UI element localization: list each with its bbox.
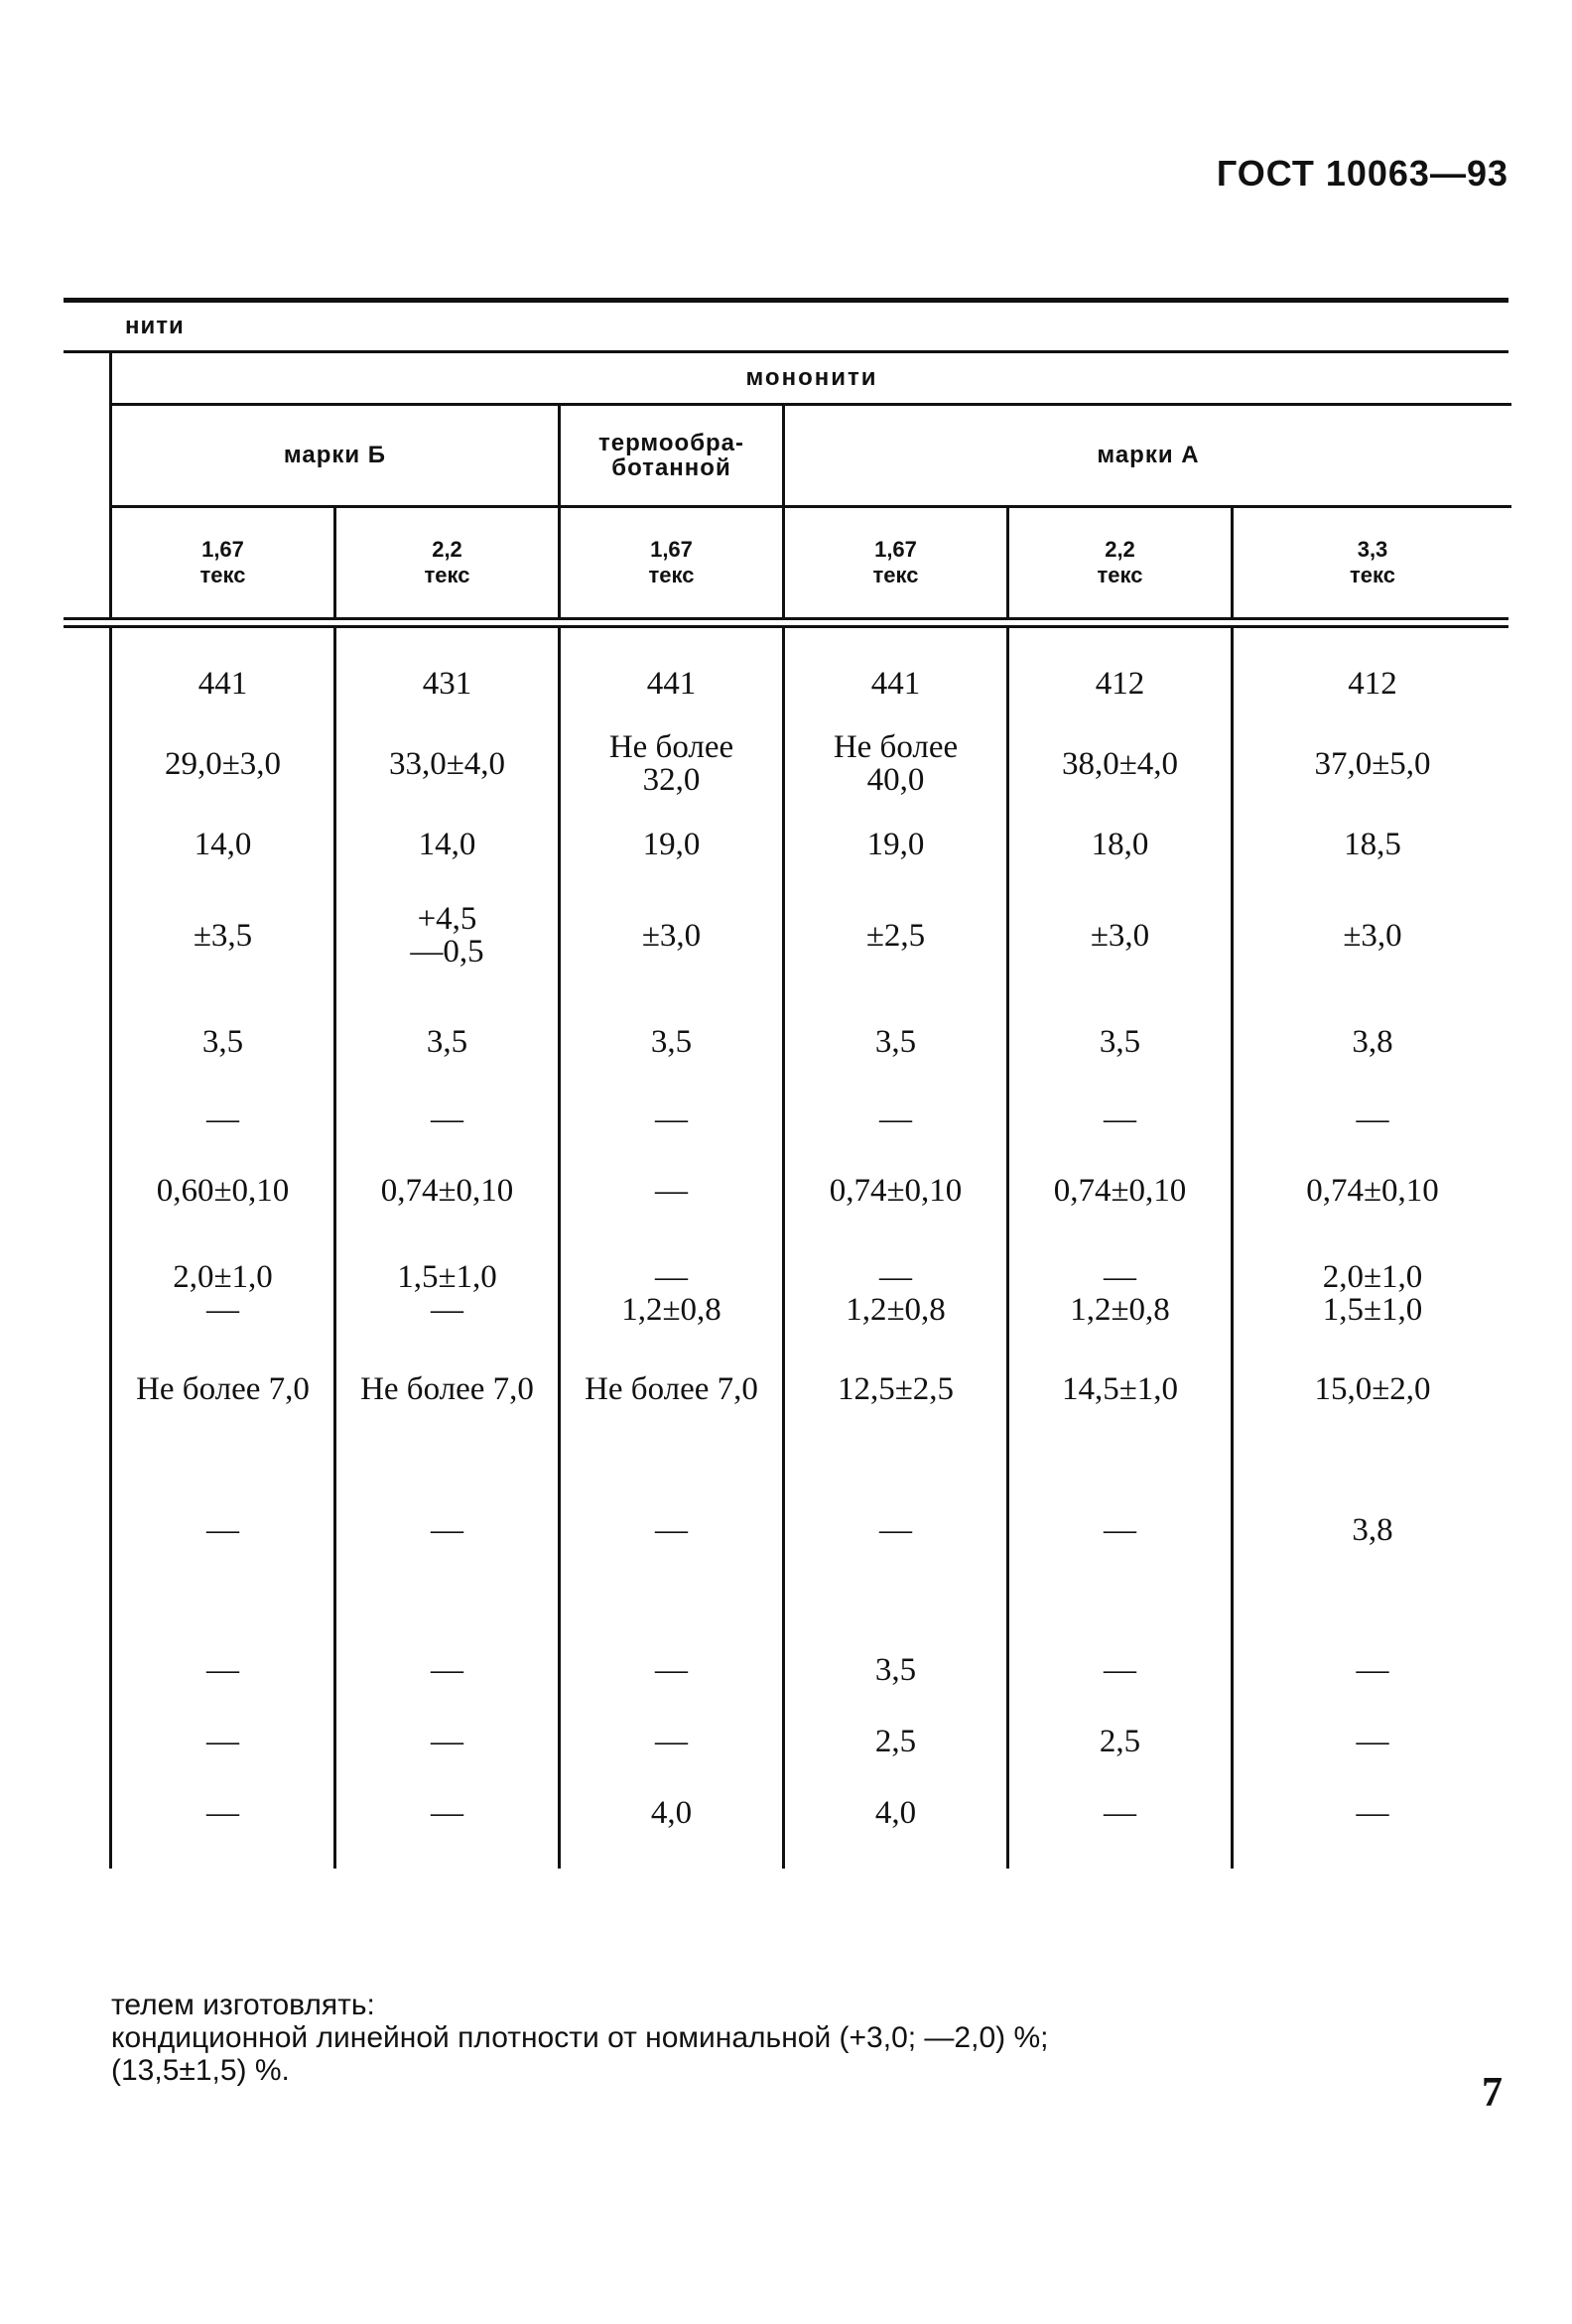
column-header: 1,67 текс — [561, 508, 785, 617]
table-cell: 441 — [197, 665, 248, 702]
table-cell: 4,0 — [650, 1794, 693, 1831]
table-cell: 2,0±1,0 — — [173, 1259, 273, 1328]
table-cell: 29,0±3,0 — [164, 745, 282, 782]
table-cell: 18,5 — [1344, 826, 1401, 862]
column-header: 3,3 текс — [1350, 536, 1395, 587]
table-cell: — 1,2±0,8 — [1070, 1259, 1170, 1328]
table-cell: 441 — [646, 665, 697, 702]
table-cell: 3,8 — [1352, 1511, 1393, 1548]
table-cell: 412 — [1095, 665, 1145, 702]
table-cell: 19,0 — [866, 826, 925, 862]
table-cell: — — [879, 1100, 912, 1137]
footnote-line: (13,5±1,5) %. — [111, 2054, 290, 2087]
data-column — [561, 628, 785, 1869]
table-cell: ±2,5 — [865, 917, 926, 954]
page-number: 7 — [1482, 2070, 1503, 2116]
table-cell: 37,0±5,0 — [1314, 745, 1431, 782]
table-cell: ±3,0 — [641, 917, 702, 954]
column-header-row — [112, 508, 1511, 617]
table-body — [64, 628, 1508, 1869]
table-cell: 38,0±4,0 — [1061, 745, 1179, 782]
column-header: 2,2 текс — [336, 508, 561, 617]
table-cell: 0,60±0,10 — [156, 1172, 290, 1209]
table-cell: 3,5 — [426, 1023, 468, 1060]
table-cell: 0,74±0,10 — [829, 1172, 963, 1209]
gutter — [64, 628, 109, 1869]
table-cell: — — [1104, 1511, 1136, 1548]
table-cell: — — [206, 1511, 239, 1548]
header-double-rule — [64, 617, 1508, 628]
specification-table — [64, 298, 1508, 1869]
table-cell: 14,5±1,0 — [1061, 1370, 1179, 1407]
table-cell: 14,0 — [194, 826, 252, 862]
footnote-line: телем изготовлять: — [111, 1989, 375, 2021]
table-cell: — — [655, 1511, 688, 1548]
gutter — [64, 353, 109, 617]
table-cell: 3,5 — [1099, 1023, 1141, 1060]
table-cell: 1,5±1,0 — — [397, 1259, 497, 1328]
table-cell: 12,5±2,5 — [837, 1370, 955, 1407]
data-column — [1009, 628, 1234, 1869]
table-cell: 15,0±2,0 — [1314, 1370, 1431, 1407]
table-cell: 441 — [870, 665, 921, 702]
table-cell: — — [1104, 1651, 1136, 1688]
table-cell: ±3,0 — [1343, 917, 1402, 954]
table-cell: — — [1356, 1651, 1389, 1688]
table-cell: — 1,2±0,8 — [621, 1259, 721, 1328]
data-column — [1234, 628, 1511, 1869]
table-cell: — — [655, 1172, 688, 1209]
footnote-line: кондиционной линейной плотности от номинальной (+3,0; —2,0) %; — [111, 2021, 1049, 2054]
table-cell: — — [431, 1651, 463, 1688]
table-cell: — — [655, 1651, 688, 1688]
group-marki-b: марки Б — [112, 406, 561, 508]
table-cell: — — [206, 1100, 239, 1137]
table-cell: — — [1356, 1100, 1389, 1137]
table-cell: 2,5 — [874, 1723, 917, 1759]
group-row — [112, 406, 1511, 508]
table-cell: — — [431, 1723, 463, 1759]
table-cell: 0,74±0,10 — [380, 1172, 514, 1209]
table-cell: — 1,2±0,8 — [846, 1259, 946, 1328]
table-cell: Не более 7,0 — [136, 1370, 310, 1407]
column-header: 1,67 текс — [785, 508, 1009, 617]
table-cell: 3,5 — [874, 1651, 917, 1688]
table-cell: 2,0±1,0 1,5±1,0 — [1322, 1259, 1423, 1328]
table-cell: — — [879, 1511, 912, 1548]
table-cell: — — [206, 1651, 239, 1688]
table-cell: Не более 7,0 — [360, 1370, 534, 1407]
table-cell: — — [431, 1511, 463, 1548]
table-cell: Не более 40,0 — [833, 729, 959, 798]
table-cell: +4,5 —0,5 — [410, 901, 484, 969]
body-columns — [109, 628, 1511, 1869]
data-column — [336, 628, 561, 1869]
document-header: ГОСТ 10063—93 — [1216, 153, 1508, 194]
table-cell: 3,5 — [201, 1023, 244, 1060]
table-cell: ±3,0 — [1090, 917, 1150, 954]
table-cell: — — [206, 1794, 239, 1831]
table-cell: ±3,5 — [193, 917, 253, 954]
table-cell: 18,0 — [1091, 826, 1149, 862]
table-cell: Не более 32,0 — [608, 729, 734, 798]
table-cell: 3,8 — [1352, 1023, 1393, 1060]
table-cell: — — [655, 1100, 688, 1137]
data-column — [785, 628, 1009, 1869]
footnote — [111, 1989, 1048, 2087]
column-header: 2,2 текс — [1009, 508, 1234, 617]
table-cell: 0,74±0,10 — [1053, 1172, 1187, 1209]
column-header: 1,67 текс — [112, 508, 336, 617]
table-cell: — — [206, 1723, 239, 1759]
table-cell: — — [1104, 1100, 1136, 1137]
group-label-mononiti: мононити — [745, 364, 878, 391]
table-cell: 3,5 — [874, 1023, 917, 1060]
table-cell: — — [1356, 1723, 1389, 1759]
table-cell: 0,74±0,10 — [1306, 1172, 1439, 1209]
table-cell: 33,0±4,0 — [388, 745, 506, 782]
table-cell: — — [431, 1794, 463, 1831]
table-cell: — — [1104, 1794, 1136, 1831]
table-cell: — — [655, 1723, 688, 1759]
table-cell: 2,5 — [1099, 1723, 1141, 1759]
data-column — [112, 628, 336, 1869]
table-cell: 412 — [1348, 665, 1397, 702]
data-grid — [109, 628, 1511, 1869]
table-cell: 14,0 — [418, 826, 476, 862]
header-block — [64, 353, 1508, 617]
top-label: нити — [125, 313, 185, 339]
group-termoobrabotannoy: термообра- ботанной — [561, 406, 785, 508]
table-cell: — — [1356, 1794, 1389, 1831]
group-marki-a: марки А — [785, 406, 1511, 508]
table-cell: 3,5 — [650, 1023, 693, 1060]
table-cell: Не более 7,0 — [585, 1370, 758, 1407]
table-cell: 19,0 — [642, 826, 701, 862]
header-columns — [109, 353, 1511, 617]
table-cell: 4,0 — [874, 1794, 917, 1831]
table-cell: 431 — [422, 665, 472, 702]
table-cell: — — [431, 1100, 463, 1137]
